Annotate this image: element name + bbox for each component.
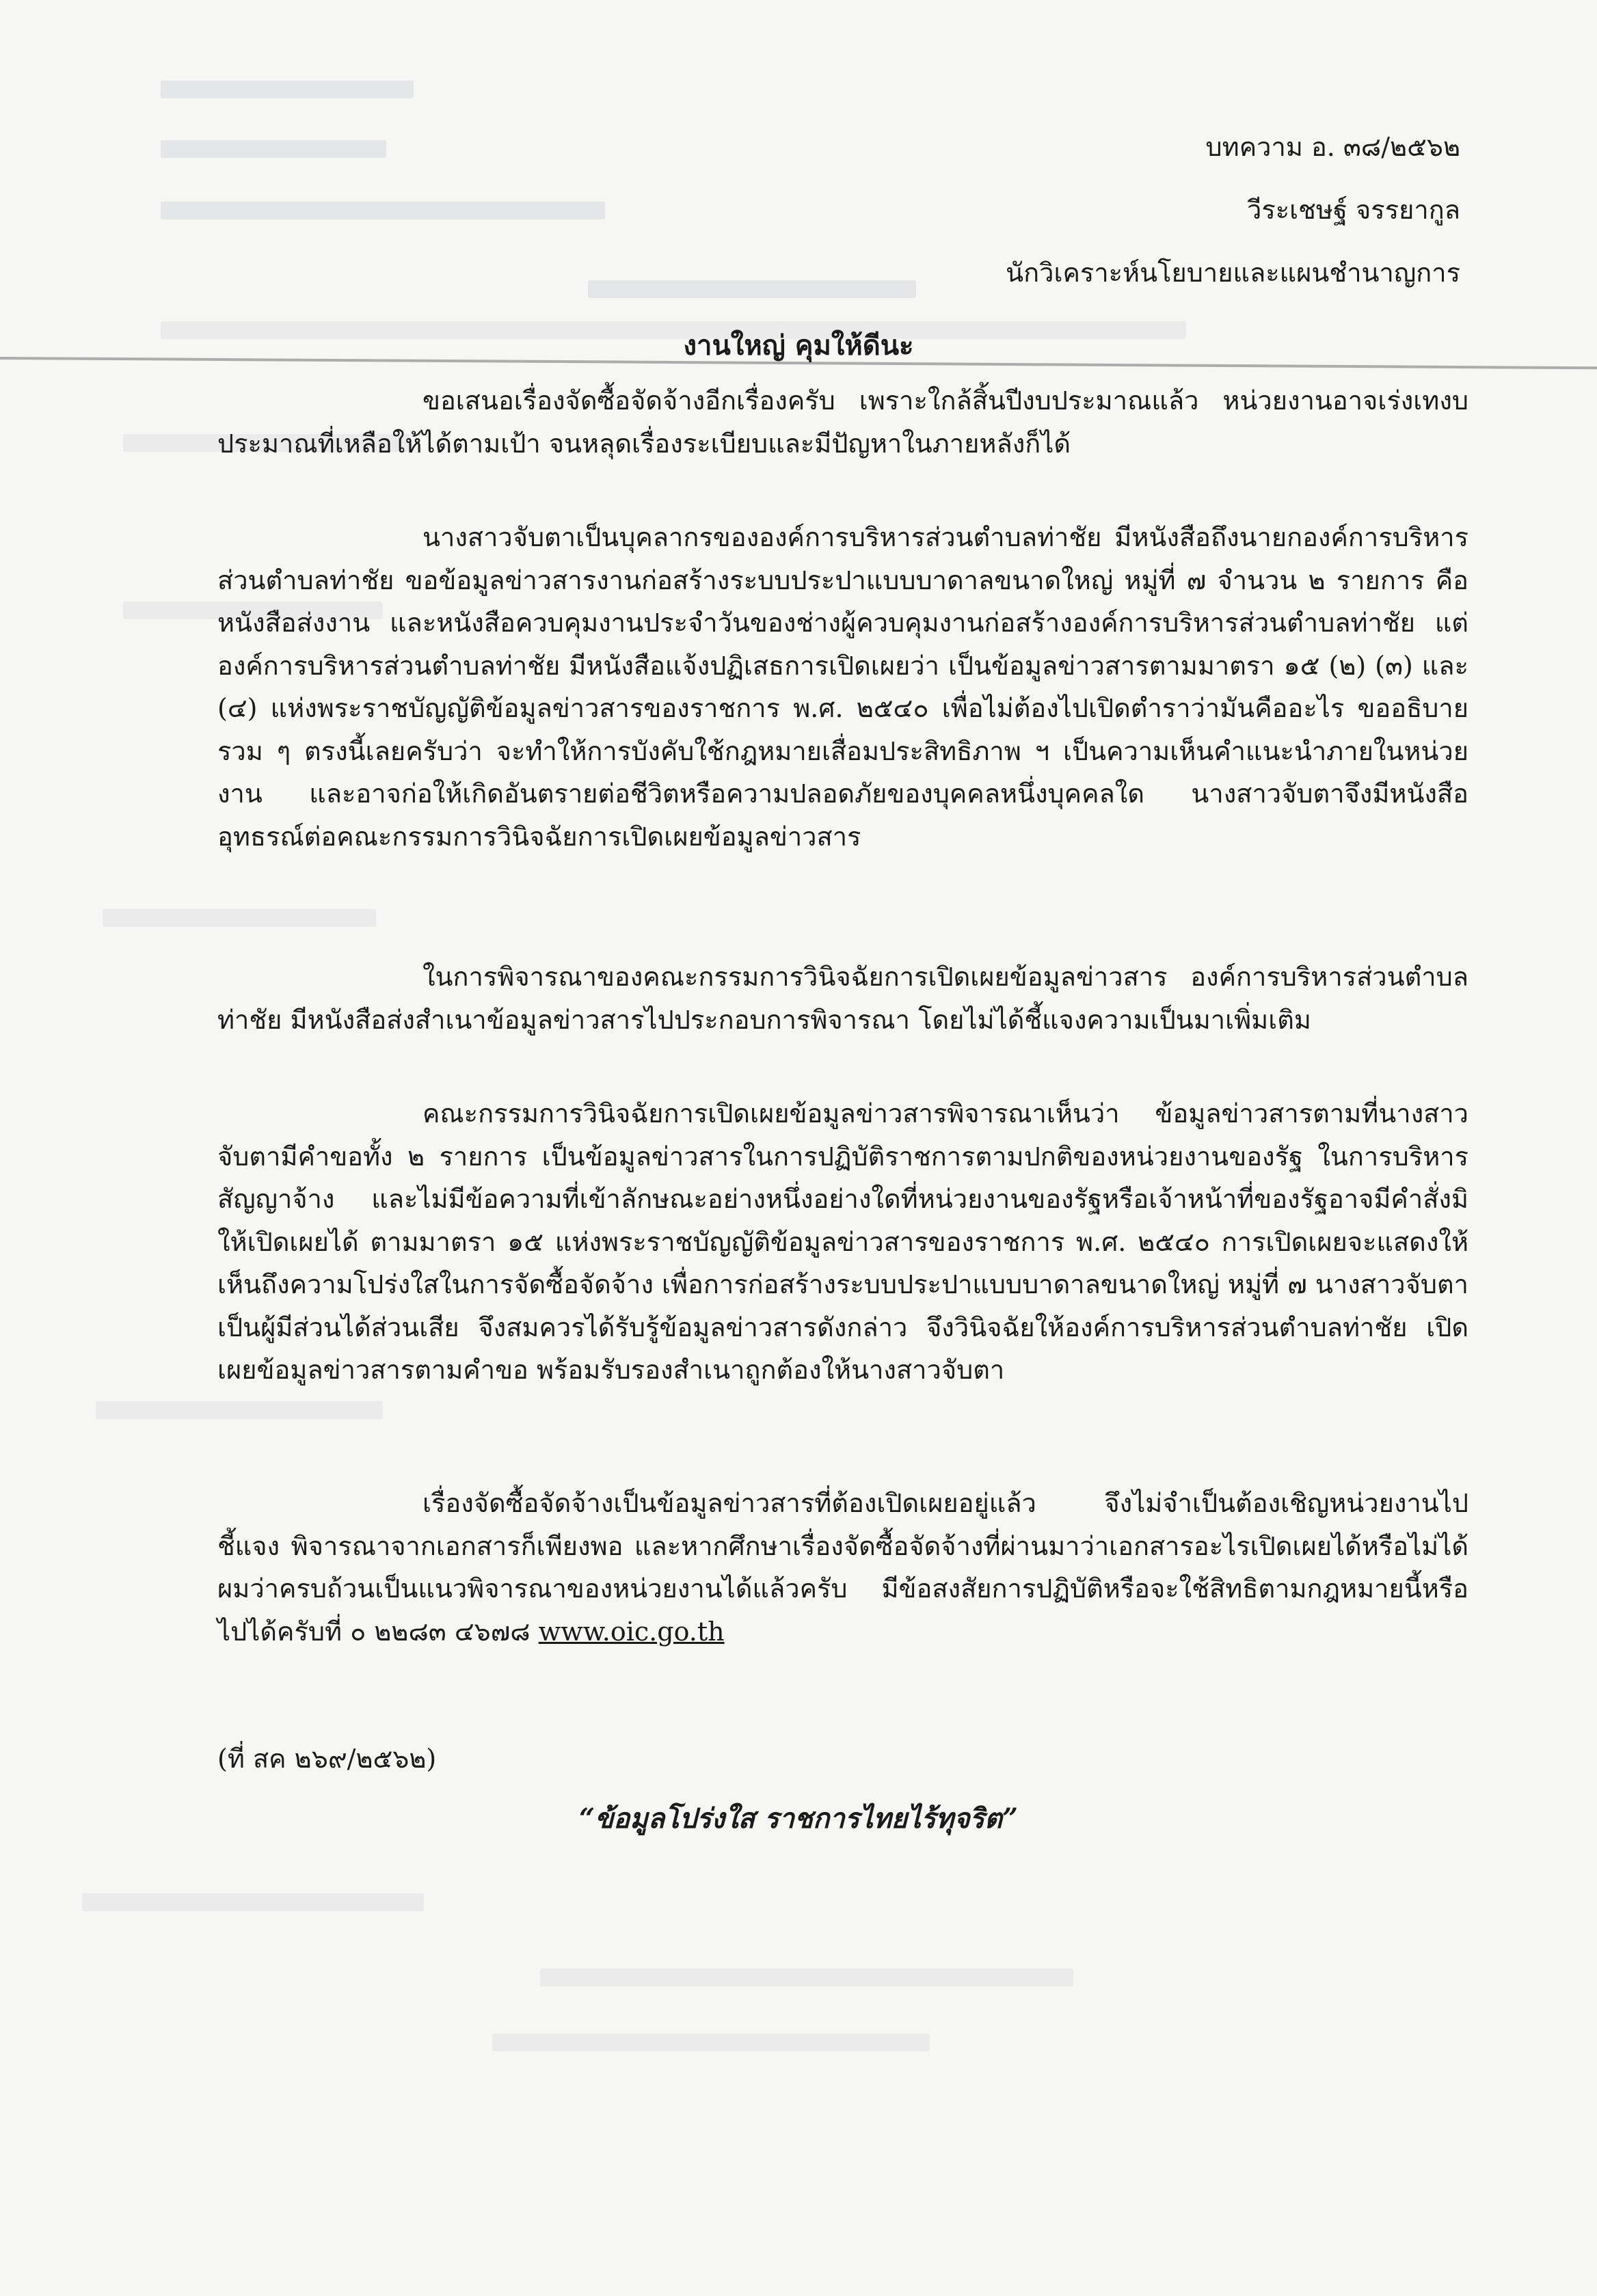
- author-name: วีระเชษฐ์ จรรยากูล: [1246, 195, 1460, 225]
- bleed-through-mark: [161, 202, 605, 219]
- closing-text: เรื่องจัดซื้อจัดจ้างเป็นข้อมูลข่าวสารที่ต้องเปิดเผยอยู่แล้ว จึงไม่จำเป็นต้องเชิญหน่วยงานไปชี้แจง พิจารณาจากเอกสารก็เพียงพอ และหากศึกษาเรื่องจัดซื้อจัดจ้างที่ผ่านมาว่าเอกสารอะไรเปิดเผยได้หรือไม่ได้ ผมว่าครบถ้วนเป็นแนวพิจารณาของหน่วยงานได้แล้วครับ มีข้อสงสัยการปฏิบัติหรือจะใช้สิทธิตามกฎหมายนี้หรือไปได้ครับที่ ๐ ๒๒๘๓ ๔๖๗๘: [217, 1488, 1468, 1647]
- bleed-through-mark: [103, 909, 376, 927]
- bleed-through-mark: [588, 280, 916, 298]
- bleed-through-mark: [161, 81, 414, 98]
- bleed-through-mark: [540, 1969, 1073, 1986]
- body-paragraph: คณะกรรมการวินิจฉัยการเปิดเผยข้อมูลข่าวสารพิจารณาเห็นว่า ข้อมูลข่าวสารตามที่นางสาวจับตามีคำขอทั้ง ๒ รายการ เป็นข้อมูลข่าวสารในการปฏิบัติราชการตามปกติของหน่วยงานของรัฐ ในการบริหารสัญญาจ้าง และไม่มีข้อความที่เข้าลักษณะอย่างหนึ่งอย่างใดที่หน่วยงานของรัฐหรือเจ้าหน้าที่ของรัฐอาจมีคำสั่งมิให้เปิดเผยได้ ตามมาตรา ๑๕ แห่งพระราชบัญญัติข้อมูลข่าวสารของราชการ พ.ศ. ๒๕๔๐ การเปิดเผยจะแสดงให้เห็นถึงความโปร่งใสในการจัดซื้อจัดจ้าง เพื่อการก่อสร้างระบบประปาแบบบาดาลขนาดใหญ่ หมู่ที่ ๗ นางสาวจับตาเป็นผู้มีส่วนได้ส่วนเสีย จึงสมควรได้รับรู้ข้อมูลข่าวสารดังกล่าว จึงวินิจฉัยให้องค์การบริหารส่วนตำบลท่าชัย เปิดเผยข้อมูลข่าวสารตามคำขอ พร้อมรับรองสำเนาถูกต้องให้นางสาวจับตา: [217, 1098, 1468, 1385]
- website-link[interactable]: www.oic.go.th: [538, 1616, 725, 1647]
- body-paragraph: [217, 1482, 1468, 1653]
- bleed-through-mark: [161, 140, 386, 158]
- article-title: งานใหญ่ คุมให้ดีนะ: [683, 329, 914, 362]
- bleed-through-mark: [82, 1893, 424, 1911]
- bleed-through-mark: [96, 1401, 383, 1419]
- slogan: “ข้อมูลโปร่งใส ราชการไทยไร้ทุจริต”: [578, 1802, 1019, 1835]
- body-paragraph: ขอเสนอเรื่องจัดซื้อจัดจ้างอีกเรื่องครับ เพราะใกล้สิ้นปีงบประมาณแล้ว หน่วยงานอาจเร่งเทงบประมาณที่เหลือให้ได้ตามเป้า จนหลุดเรื่องระเบียบและมีปัญหาในภายหลังก็ได้: [217, 386, 1468, 459]
- body-paragraph: ในการพิจารณาของคณะกรรมการวินิจฉัยการเปิดเผยข้อมูลข่าวสาร องค์การบริหารส่วนตำบลท่าชัย มีหนังสือส่งสำเนาข้อมูลข่าวสารไปประกอบการพิจารณา โดยไม่ได้ชี้แจงความเป็นมาเพิ่มเติม: [217, 962, 1468, 1035]
- author-position: นักวิเคราะห์นโยบายและแผนชำนาญการ: [1006, 258, 1460, 288]
- bleed-through-mark: [492, 2034, 930, 2051]
- body-paragraph: นางสาวจับตาเป็นบุคลากรขององค์การบริหารส่วนตำบลท่าชัย มีหนังสือถึงนายกองค์การบริหารส่วนตำบลท่าชัย ขอข้อมูลข่าวสารงานก่อสร้างระบบประปาแบบบาดาลขนาดใหญ่ หมู่ที่ ๗ จำนวน ๒ รายการ คือ หนังสือส่งงาน และหนังสือควบคุมงานประจำวันของช่างผู้ควบคุมงานก่อสร้างองค์การบริหารส่วนตำบลท่าชัย แต่องค์การบริหารส่วนตำบลท่าชัย มีหนังสือแจ้งปฏิเสธการเปิดเผยว่า เป็นข้อมูลข่าวสารตามมาตรา ๑๕ (๒) (๓) และ (๔) แห่งพระราชบัญญัติข้อมูลข่าวสารของราชการ พ.ศ. ๒๕๔๐ เพื่อไม่ต้องไปเปิดตำราว่ามันคืออะไร ขออธิบายรวม ๆ ตรงนี้เลยครับว่า จะทำให้การบังคับใช้กฎหมายเสื่อมประสิทธิภาพ ฯ เป็นความเห็นคำแนะนำภายในหน่วยงาน และอาจก่อให้เกิดอันตรายต่อชีวิตหรือความปลอดภัยของบุคคลหนึ่งบุคคลใด นางสาวจับตาจึงมีหนังสืออุทธรณ์ต่อคณะกรรมการวินิจฉัยการเปิดเผยข้อมูลข่าวสาร: [217, 522, 1468, 852]
- article-number: บทความ อ. ๓๘/๒๕๖๒: [1205, 132, 1460, 162]
- reference-number: (ที่ สค ๒๖๙/๒๕๖๒): [217, 1744, 437, 1774]
